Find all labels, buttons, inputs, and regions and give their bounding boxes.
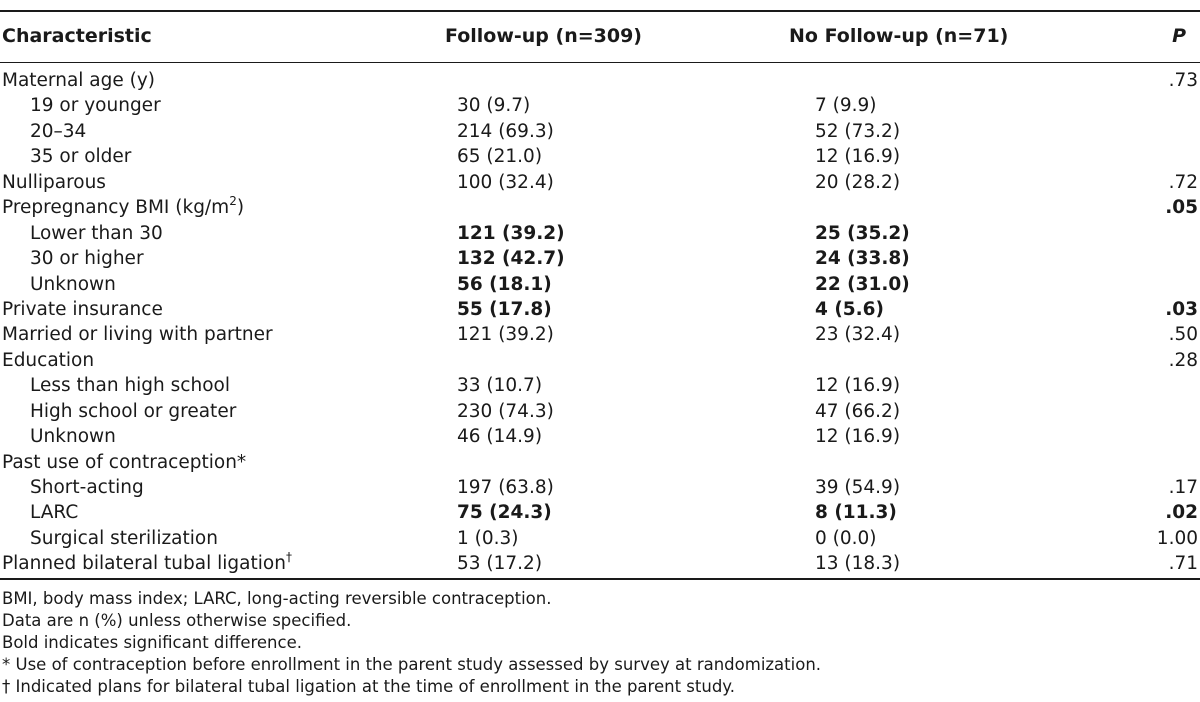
cell-no-follow-up: 12 (16.9): [815, 426, 901, 448]
table-row: [0, 551, 1200, 576]
table-bottom-rule: [0, 578, 1200, 580]
row-label-text: Planned bilateral tubal ligation: [2, 553, 286, 575]
table-row: [0, 144, 1200, 169]
footnote: † Indicated plans for bilateral tubal ligation at the time of enrollment in the parent study.: [2, 677, 735, 696]
row-label-text: Nulliparous: [2, 171, 106, 193]
table-row: [0, 246, 1200, 271]
row-label-text: Past use of contraception*: [2, 451, 247, 473]
cell-no-follow-up: 39 (54.9): [815, 477, 901, 498]
cell-follow-up: 56 (18.1): [457, 273, 552, 295]
cell-follow-up: 197 (63.8): [457, 477, 554, 498]
footnote: Bold indicates significant difference.: [2, 633, 302, 652]
row-label-text: Lower than 30: [30, 222, 163, 244]
cell-p-value: .17: [1168, 477, 1198, 498]
table-row: [0, 399, 1200, 424]
row-label: [30, 424, 116, 449]
footnote: Data are n (%) unless otherwise specified.: [2, 611, 352, 630]
row-label: [2, 551, 292, 576]
row-label-text: Unknown: [30, 273, 116, 295]
table-row: [0, 450, 1200, 475]
cell-p-value: .72: [1168, 171, 1198, 193]
cell-no-follow-up: 47 (66.2): [815, 400, 901, 422]
row-label-text: Married or living with partner: [2, 324, 273, 346]
cell-no-follow-up: 25 (35.2): [815, 222, 910, 244]
cell-no-follow-up: 12 (16.9): [815, 146, 901, 168]
row-label: [30, 475, 144, 500]
row-label-text: 30 or higher: [30, 248, 144, 270]
row-label-text: Less than high school: [30, 375, 230, 397]
table-header: [0, 20, 1200, 52]
table-footnotes: [0, 588, 1200, 698]
cell-follow-up: 214 (69.3): [457, 120, 554, 142]
table-row: [0, 475, 1200, 500]
table-row: [0, 526, 1200, 551]
table-body: [0, 68, 1200, 577]
row-label-text: Prepregnancy BMI (kg/m: [2, 197, 230, 219]
row-label: [2, 348, 94, 373]
table-header-rule: [0, 62, 1200, 63]
cell-p-value: .02: [1165, 502, 1198, 524]
cell-follow-up: 121 (39.2): [457, 324, 554, 346]
row-label: [30, 221, 163, 246]
row-label: [30, 500, 78, 525]
cell-no-follow-up: 20 (28.2): [815, 171, 901, 193]
cell-no-follow-up: 4 (5.6): [815, 298, 884, 320]
table-row: [0, 297, 1200, 322]
cell-p-value: .28: [1168, 349, 1198, 371]
row-label: [2, 170, 106, 195]
footnote: BMI, body mass index; LARC, long-acting reversible contraception.: [2, 589, 552, 608]
cell-no-follow-up: 8 (11.3): [815, 502, 897, 524]
footnote: * Use of contraception before enrollment in the parent study assessed by survey at randomization.: [2, 655, 822, 674]
cell-follow-up: 121 (39.2): [457, 222, 565, 244]
row-label: [30, 399, 236, 424]
table-row: [0, 348, 1200, 373]
cell-no-follow-up: 23 (32.4): [815, 324, 901, 346]
row-label-text: High school or greater: [30, 400, 237, 422]
row-label: [30, 272, 116, 297]
cell-no-follow-up: 24 (33.8): [815, 248, 910, 270]
row-label: [2, 297, 163, 322]
row-label-text: Maternal age (y): [2, 70, 156, 91]
row-label-text: 19 or younger: [30, 95, 161, 117]
cell-follow-up: 100 (32.4): [457, 171, 554, 193]
table-row: [0, 322, 1200, 347]
cell-p-value: .03: [1165, 298, 1198, 320]
table-row: [0, 221, 1200, 246]
row-label: [30, 144, 131, 169]
row-label-text: Unknown: [30, 426, 116, 448]
row-label: [2, 68, 155, 93]
cell-follow-up: 33 (10.7): [457, 375, 543, 397]
row-label: [30, 119, 86, 144]
row-label-superscript: †: [285, 550, 292, 565]
row-label: [2, 450, 246, 475]
table-row: [0, 373, 1200, 398]
row-label-text: Private insurance: [2, 298, 163, 320]
cell-p-value: .71: [1168, 553, 1198, 575]
table-row: [0, 119, 1200, 144]
table-top-rule: [0, 10, 1200, 12]
table-row: [0, 68, 1200, 93]
row-label: [30, 93, 161, 118]
row-label-text: 20–34: [30, 120, 87, 142]
table-row: [0, 424, 1200, 449]
table-row: [0, 170, 1200, 195]
header-follow-up: Follow-up (n=309): [445, 25, 642, 47]
row-label-text: 35 or older: [30, 146, 132, 168]
cell-follow-up: 46 (14.9): [457, 426, 543, 448]
table-row: [0, 93, 1200, 118]
row-label-superscript: 2: [229, 194, 237, 209]
cell-follow-up: 132 (42.7): [457, 248, 565, 270]
cell-follow-up: 75 (24.3): [457, 502, 552, 524]
header-characteristic: Characteristic: [2, 25, 152, 47]
cell-no-follow-up: 52 (73.2): [815, 120, 901, 142]
table-row: [0, 272, 1200, 297]
cell-follow-up: 55 (17.8): [457, 298, 552, 320]
cell-follow-up: 53 (17.2): [457, 553, 543, 575]
cell-no-follow-up: 0 (0.0): [815, 527, 877, 549]
row-label-text: LARC: [30, 502, 79, 524]
row-label: [2, 195, 244, 220]
row-label-text: Education: [2, 349, 95, 371]
cell-p-value: 1.00: [1156, 527, 1198, 549]
cell-follow-up: 65 (21.0): [457, 146, 543, 168]
cell-no-follow-up: 7 (9.9): [815, 95, 877, 117]
row-label-text: Short-acting: [30, 477, 144, 498]
row-label: [30, 526, 218, 551]
row-label-tail: ): [236, 197, 245, 219]
cell-follow-up: 1 (0.3): [457, 527, 519, 549]
cell-p-value: .50: [1168, 324, 1198, 346]
row-label: [2, 322, 273, 347]
table-row: [0, 195, 1200, 220]
cell-p-value: .05: [1165, 197, 1198, 219]
cell-no-follow-up: 22 (31.0): [815, 273, 910, 295]
row-label: [30, 246, 144, 271]
cell-p-value: .73: [1168, 70, 1198, 91]
row-label-text: Surgical sterilization: [30, 527, 218, 549]
header-no-follow-up: No Follow-up (n=71): [789, 25, 1009, 47]
cell-no-follow-up: 13 (18.3): [815, 553, 901, 575]
row-label: [30, 373, 230, 398]
header-p-value: P: [1172, 25, 1186, 47]
cell-no-follow-up: 12 (16.9): [815, 375, 901, 397]
cell-follow-up: 30 (9.7): [457, 95, 531, 117]
cell-follow-up: 230 (74.3): [457, 400, 554, 422]
table-row: [0, 500, 1200, 525]
